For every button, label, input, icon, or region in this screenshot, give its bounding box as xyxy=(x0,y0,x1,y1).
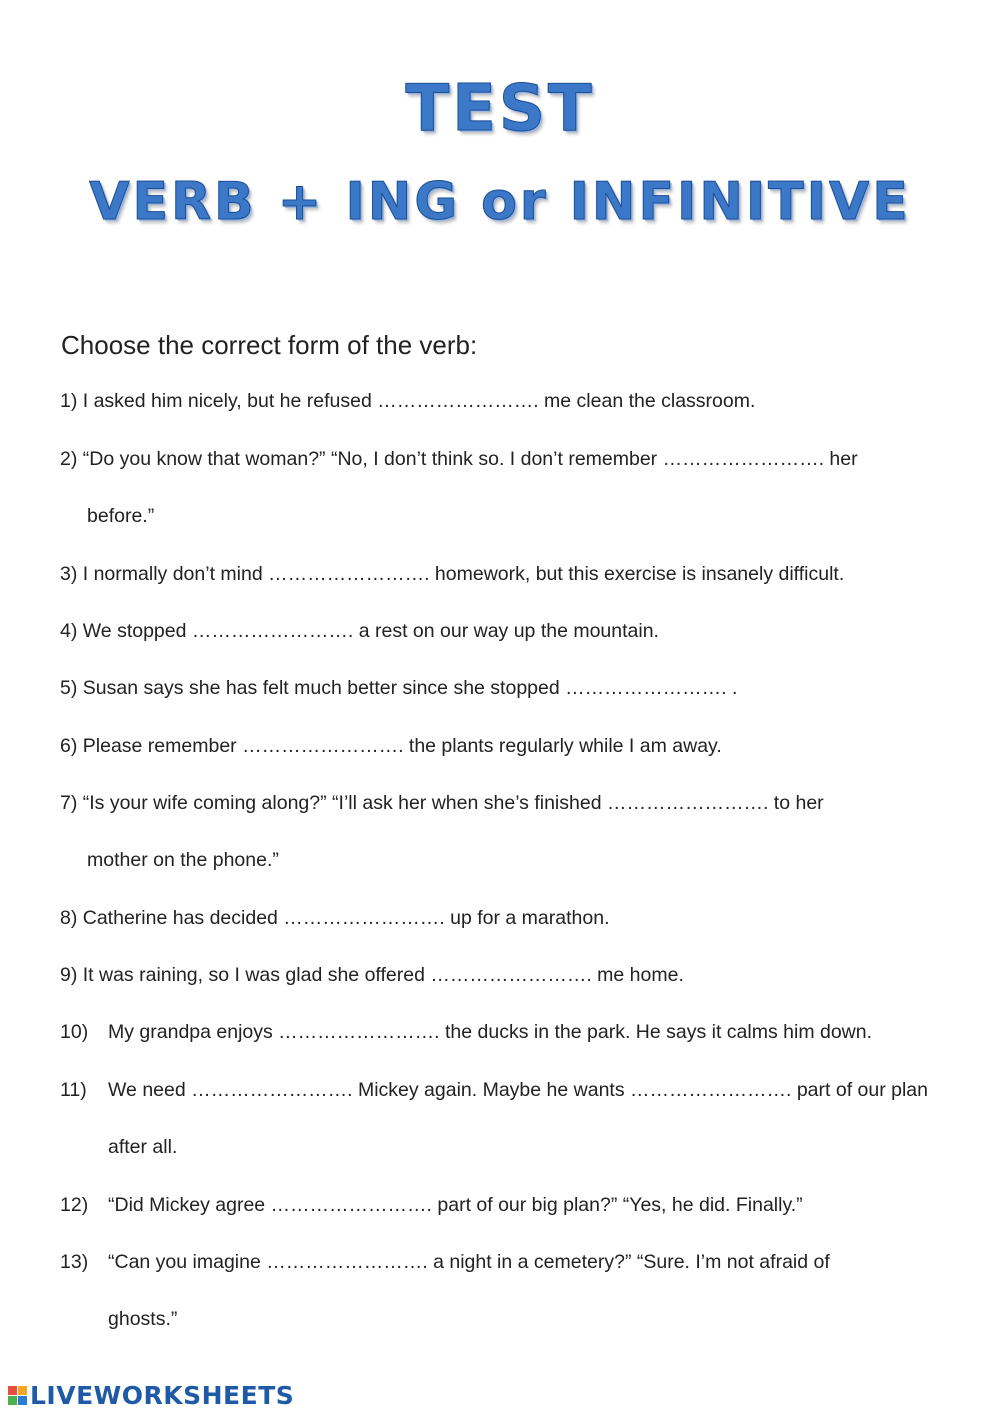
question-11-number: 11) xyxy=(60,1079,87,1101)
instruction-text: Choose the correct form of the verb: xyxy=(61,330,478,360)
logo-blocks-icon xyxy=(8,1386,27,1405)
logo-block xyxy=(18,1386,27,1395)
question-7: 7) “Is your wife coming along?” “I’ll ask her when she’s finished ……………………. to her xyxy=(60,792,824,814)
question-3: 3) I normally don’t mind ……………………. homework, but this exercise is insanely difficult. xyxy=(60,563,845,585)
question-7-continued: mother on the phone.” xyxy=(87,849,279,871)
logo-block xyxy=(8,1396,17,1405)
question-4: 4) We stopped ……………………. a rest on our way up the mountain. xyxy=(60,620,659,642)
question-2-continued: before.” xyxy=(87,505,155,527)
question-13: “Can you imagine ……………………. a night in a cemetery?” “Sure. I’m not afraid of xyxy=(108,1251,830,1273)
question-13-number: 13) xyxy=(60,1251,89,1273)
question-11: We need ……………………. Mickey again. Maybe he wants ……………………. part of our plan xyxy=(108,1079,928,1101)
question-13-continued: ghosts.” xyxy=(108,1308,178,1330)
liveworksheets-logo[interactable] xyxy=(8,1378,294,1412)
question-12-number: 12) xyxy=(60,1194,89,1216)
page-title: TEST xyxy=(405,72,595,146)
question-12: “Did Mickey agree ……………………. part of our big plan?” “Yes, he did. Finally.” xyxy=(108,1194,803,1216)
question-9: 9) It was raining, so I was glad she offered ……………………. me home. xyxy=(60,964,684,986)
question-1: 1) I asked him nicely, but he refused ……………………. me clean the classroom. xyxy=(60,390,756,412)
question-10: My grandpa enjoys ……………………. the ducks in the park. He says it calms him down. xyxy=(108,1021,873,1043)
question-10-number: 10) xyxy=(60,1021,89,1043)
logo-block xyxy=(8,1386,17,1395)
question-5: 5) Susan says she has felt much better since she stopped ……………………. . xyxy=(60,677,738,699)
page-subtitle: VERB + ING or INFINITIVE xyxy=(89,172,911,232)
logo-block xyxy=(18,1396,27,1405)
question-2: 2) “Do you know that woman?” “No, I don’t think so. I don’t remember ……………………. her xyxy=(60,448,858,470)
question-6: 6) Please remember ……………………. the plants regularly while I am away. xyxy=(60,735,722,757)
question-8: 8) Catherine has decided ……………………. up for a marathon. xyxy=(60,907,610,929)
logo-text: LIVEWORKSHEETS xyxy=(30,1380,295,1410)
question-11-continued: after all. xyxy=(108,1136,178,1158)
